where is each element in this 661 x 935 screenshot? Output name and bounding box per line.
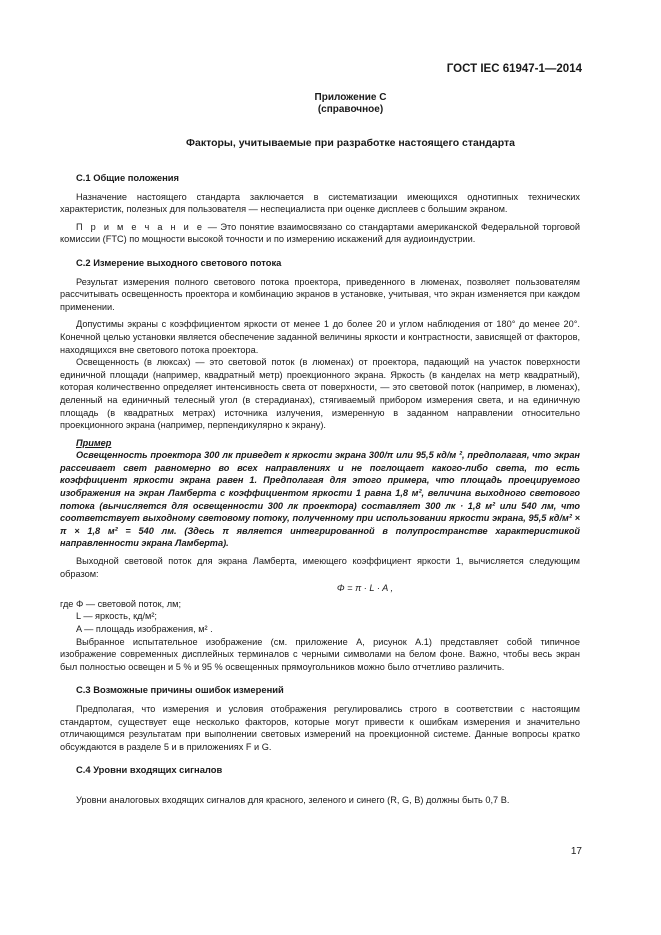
note-text: — Это понятие взаимосвязано со стандартами американской Федеральной торговой комиссии (FTC) по мощности высокой точности и по измерению искажений для аудиоиндустрии.: [60, 221, 580, 245]
paragraph: Выходной световой поток для экрана Ламберта, имеющего коэффициент яркости 1, вычисляется следующим образом:: [60, 556, 580, 579]
page-number: 17: [570, 846, 582, 857]
annex-title: Приложение С: [314, 92, 387, 103]
formula: Φ = π · L · A ,: [336, 583, 394, 594]
paragraph: Допустимы экраны с коэффициентом яркости от менее 1 до более 20 и углом наблюдения от 180° до менее 20°. Конечной целью установки является обеспечение заданной величины яркости и контрастности, зависящей от факторов, находящихся вне светового потока проектора.: [60, 319, 580, 355]
formula-definition: где Φ — световой поток, лм;: [60, 598, 181, 609]
document-body: [60, 172, 580, 807]
formula-definition: L — яркость, кд/м²;: [76, 611, 157, 622]
section-heading-c2: С.2 Измерение выходного светового потока: [76, 256, 282, 268]
standard-header: ГОСТ IEC 61947-1—2014: [446, 63, 582, 75]
section-heading-c3: С.3 Возможные причины ошибок измерений: [76, 684, 284, 696]
main-title-text: Факторы, учитываемые при разработке настоящего стандарта: [186, 137, 515, 149]
section-heading-c1: С.1 Общие положения: [76, 172, 179, 183]
paragraph: Уровни аналоговых входящих сигналов для красного, зеленого и синего (R, G, B) должны быть 0,7 В.: [76, 794, 510, 805]
example-label: Пример: [76, 437, 112, 448]
section-heading-c4: С.4 Уровни входящих сигналов: [76, 764, 223, 776]
paragraph: Освещенность (в люксах) — это световой поток (в люменах) от проектора, падающий на участок поверхности единичной площади (например, квадратный метр) проекционного экрана. Яркость (в канделах на метр квадратный), которая количественно определяет интенсивность света от поверхности, — это световой поток (например, в люменах), деленный на единичный телесный угол (в стерадианах), стягиваемый прибором измерения света, и на единичную площадь (в квадратных метрах) источника излучения, измеренную в заданном направлении относительно проекционного экрана (например, перпендикулярно к экрану).: [60, 357, 580, 431]
example-text: Освещенность проектора 300 лк приведет к яркости экрана 300/π или 95,5 кд/м ², предполагая, что экран рассеивает свет равномерно во всех направлениях и не поглощает какого-либо света, то есть коэффициент яркости экрана равен 1. Предполагая для этого примера, что площадь проецируемого изображения на экран Ламберта с коэффициентом яркости 1 равна 1,8 м², величина выходного светового потока (вычисляется для освещенности 300 лк проектора) составляет 300 лк · 1,8 м² или 540 лм, что соответствует выходному световому потоку, полученному при использовании яркости экрана, 95,5 кд/м² × π × 1,8 м² = 540 лм. (Здесь π является интегрированной в полупространстве характеристикой направленности экрана Ламберта).: [60, 450, 580, 549]
formula-definition: A — площадь изображения, м² .: [76, 624, 213, 634]
annex-heading: [0, 92, 661, 116]
note-label: П р и м е ч а н и е: [76, 221, 205, 232]
annex-subtitle: (справочное): [317, 104, 384, 115]
main-title: [0, 137, 661, 149]
paragraph: Выбранное испытательное изображение (см. приложение А, рисунок А.1) представляет собой типичное изображение современных дисплейных терминалов с черными символами на белом фоне. Важно, чтобы весь экран был полностью освещен и 5 % и 95 % освещенных прямоугольников можно было отчетливо различить.: [60, 636, 580, 672]
paragraph: Назначение настоящего стандарта заключается в систематизации имеющихся однотипных технических характеристик, полезных для пользователя — неспециалиста при оценке дисплеев с большим экраном.: [60, 191, 580, 215]
paragraph: Предполагая, что измерения и условия отображения регулировались строго в соответствии с настоящим стандартом, существует еще несколько факторов, которые могут привести к ошибкам измерения и значительно отличающимся результатам при выполнении световых измерений на проекционной системе. Данные вопросы кратко обсуждаются в разделе 5 и в приложениях F и G.: [60, 703, 580, 752]
paragraph: Результат измерения полного светового потока проектора, приведенного в люменах, позволяет пользователям рассчитывать освещенность проектора и комбинацию экранов в установке, учитывая, что экран изменяется при каждом применении.: [60, 276, 580, 312]
note: [60, 221, 580, 246]
